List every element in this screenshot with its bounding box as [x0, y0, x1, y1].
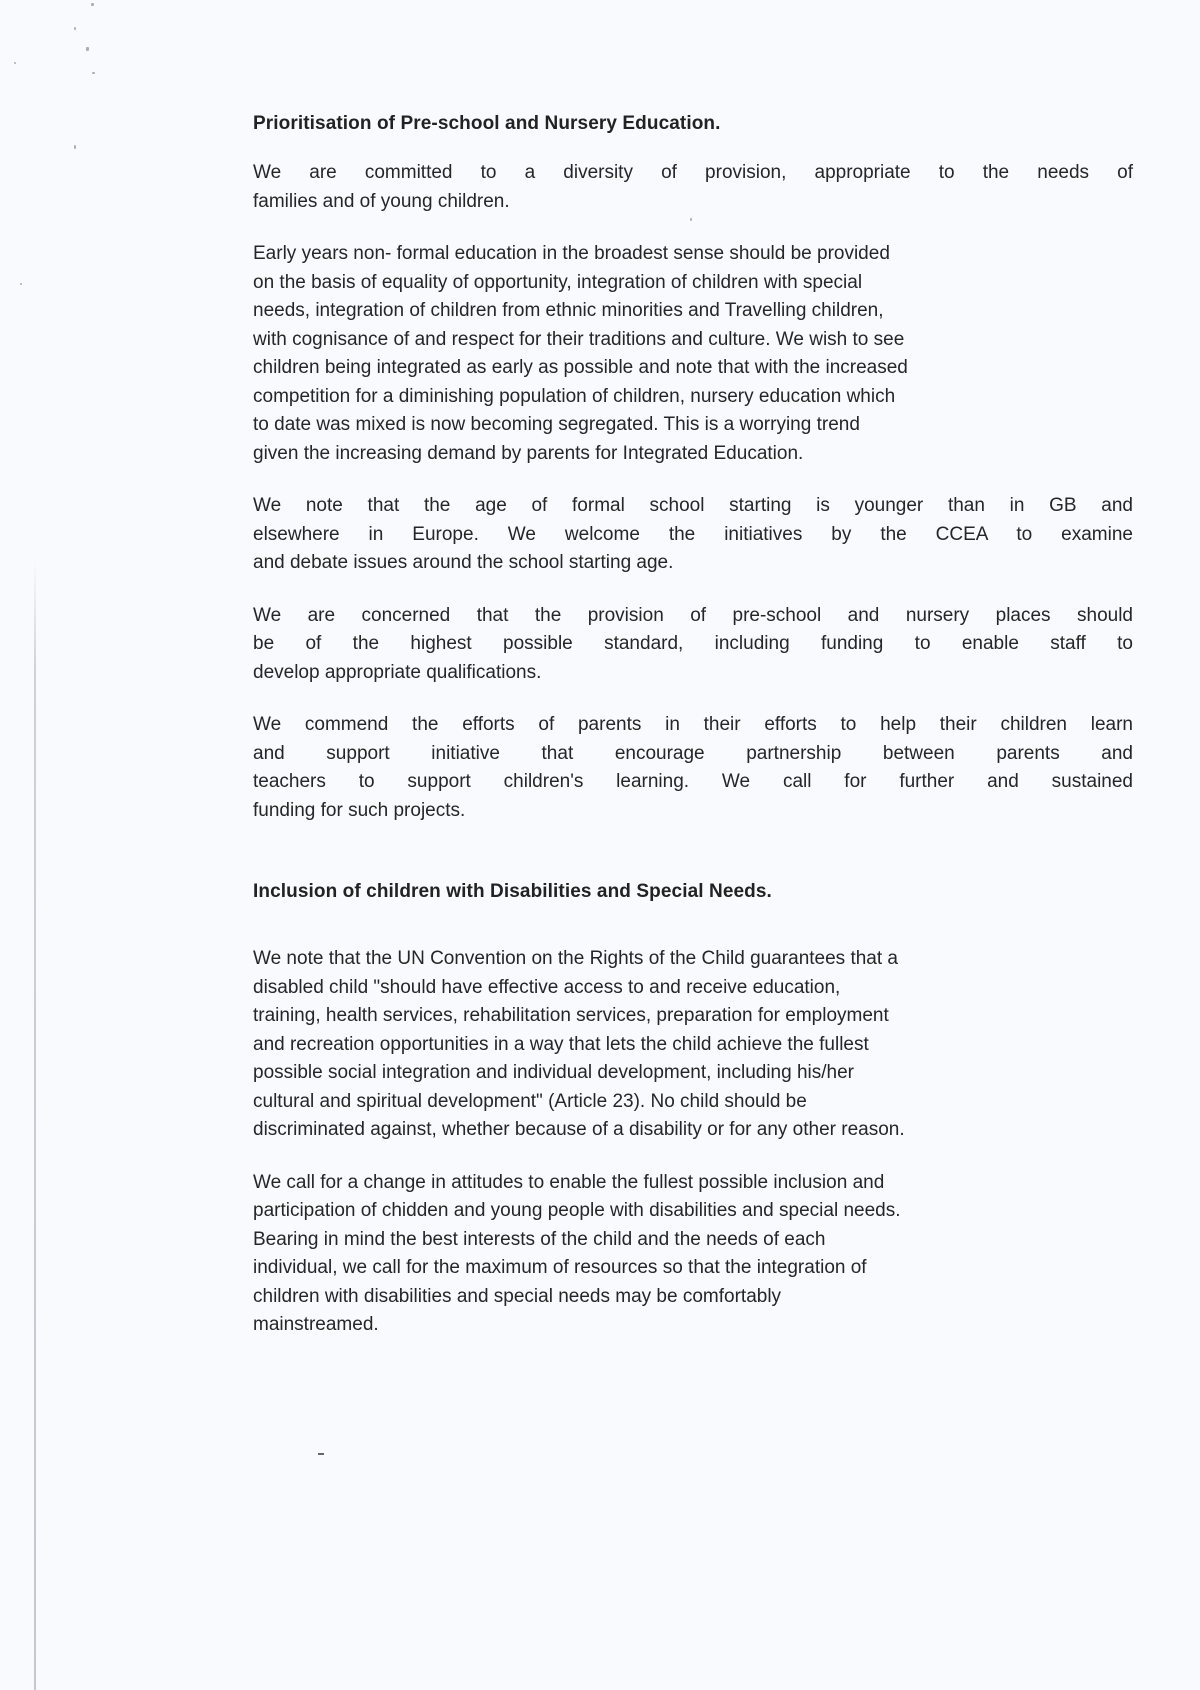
paragraph: [253, 1169, 1133, 1340]
text-line: mainstreamed.: [253, 1314, 379, 1335]
section-heading: Prioritisation of Pre-school and Nursery Education.: [253, 113, 721, 134]
text-line: and recreation opportunities in a way that lets the child achieve the fullest: [253, 1033, 869, 1055]
text-line: individual, we call for the maximum of resources so that the integration of: [253, 1257, 867, 1278]
text-line: training, health services, rehabilitation services, preparation for employment: [253, 1005, 889, 1026]
text-line: We note that the age of formal school starting is younger than in GB and: [253, 495, 1133, 516]
scan-speck: [91, 3, 94, 6]
text-line: families and of young children.: [253, 190, 510, 212]
text-line: develop appropriate qualifications.: [253, 661, 542, 683]
text-line: participation of chidden and young people with disabilities and special needs.: [253, 1200, 901, 1221]
text-line: Bearing in mind the best interests of the child and the needs of each: [253, 1228, 826, 1250]
stray-mark: [318, 1453, 324, 1455]
section-inclusion: [253, 881, 1133, 1340]
scan-speck: [92, 72, 95, 74]
scan-speck: [74, 27, 76, 30]
text-line: We call for a change in attitudes to enable the fullest possible inclusion and: [253, 1171, 885, 1193]
text-line: We are committed to a diversity of provision, appropriate to the needs of: [253, 162, 1133, 183]
text-line: on the basis of equality of opportunity, integration of children with special: [253, 271, 863, 293]
text-line: and support initiative that encourage partnership between parents and: [253, 742, 1133, 764]
text-line: We note that the UN Convention on the Rights of the Child guarantees that a: [253, 948, 898, 969]
scan-speck: [86, 47, 89, 51]
text-line: given the increasing demand by parents for Integrated Education.: [253, 442, 804, 464]
text-line: to date was mixed is now becoming segregated. This is a worrying trend: [253, 414, 860, 435]
paragraph: [253, 240, 1133, 468]
text-line: be of the highest possible standard, including funding to enable staff to: [253, 633, 1133, 654]
document-body: [253, 113, 1133, 1340]
section-heading: Inclusion of children with Disabilities and Special Needs.: [253, 881, 772, 902]
text-line: children being integrated as early as possible and note that with the increased: [253, 357, 908, 378]
text-line: funding for such projects.: [253, 799, 466, 821]
text-line: teachers to support children's learning. We call for further and sustained: [253, 771, 1133, 792]
scan-speck: [14, 62, 16, 64]
text-line: disabled child "should have effective access to and receive education,: [253, 976, 841, 998]
text-line: with cognisance of and respect for their traditions and culture. We wish to see: [253, 328, 905, 350]
text-line: competition for a diminishing population of children, nursery education which: [253, 385, 896, 407]
text-line: We are concerned that the provision of pre-school and nursery places should: [253, 604, 1133, 626]
section-preschool: [253, 113, 1133, 825]
paragraph: [253, 602, 1133, 688]
scan-speck: [74, 145, 76, 149]
text-line: elsewhere in Europe. We welcome the initiatives by the CCEA to examine: [253, 523, 1133, 545]
scan-speck: [20, 283, 22, 285]
text-line: We commend the efforts of parents in their efforts to help their children learn: [253, 714, 1133, 735]
text-line: and debate issues around the school starting age.: [253, 552, 674, 573]
text-line: cultural and spiritual development" (Article 23). No child should be: [253, 1090, 807, 1112]
text-line: possible social integration and individual development, including his/her: [253, 1062, 854, 1083]
paragraph: [253, 945, 1133, 1145]
paragraph: [253, 711, 1133, 825]
paragraph: [253, 492, 1133, 578]
text-line: Early years non- formal education in the broadest sense should be provided: [253, 243, 890, 264]
text-line: discriminated against, whether because of a disability or for any other reason.: [253, 1119, 905, 1140]
text-line: needs, integration of children from ethnic minorities and Travelling children,: [253, 300, 884, 321]
text-line: children with disabilities and special needs may be comfortably: [253, 1285, 782, 1307]
binding-edge-shadow: [34, 560, 36, 1690]
paragraph: [253, 159, 1133, 216]
